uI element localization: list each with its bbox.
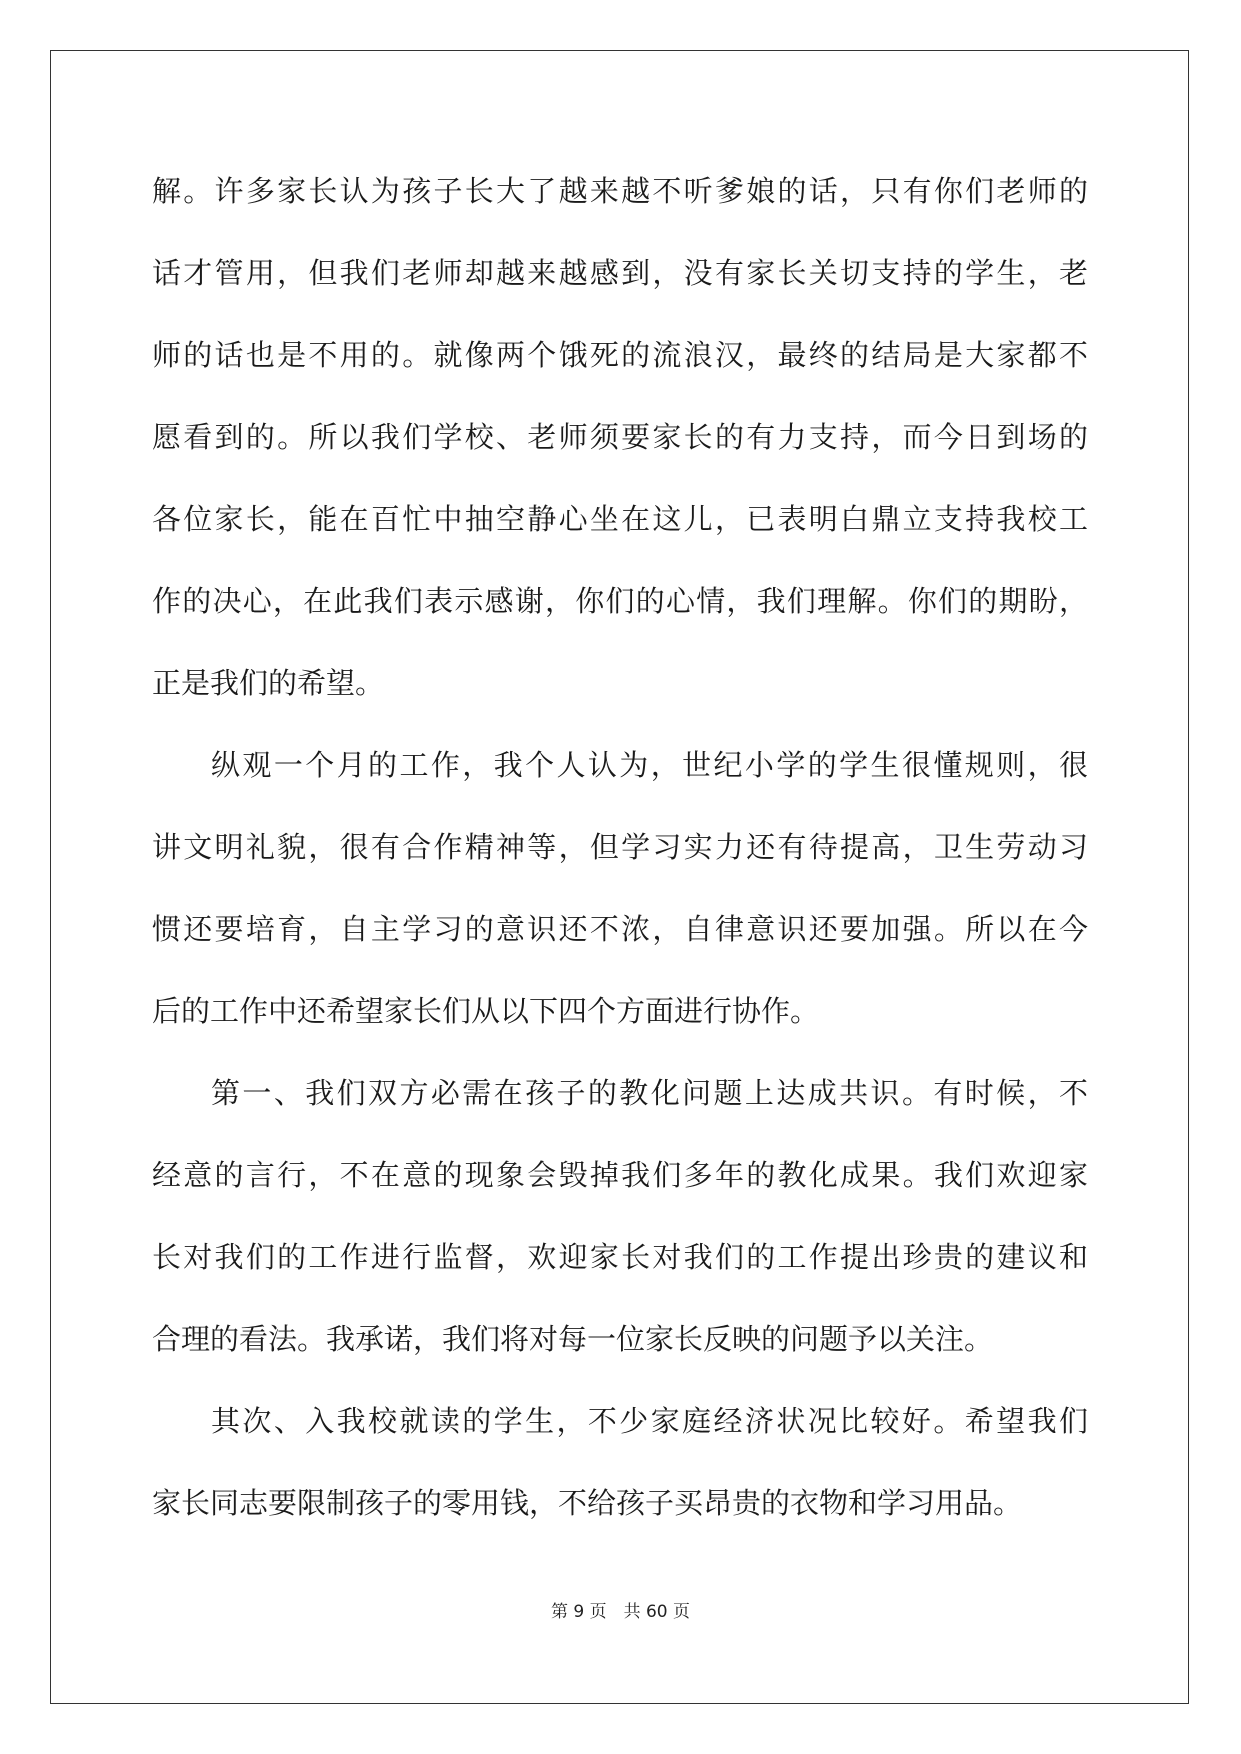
text-line-12: 第一、我们双方必需在孩子的教化问题上达成共识。有时候，不 [211, 1076, 1088, 1110]
text-line-16: 其次、入我校就读的学生，不少家庭经济状况比较好。希望我们 [211, 1404, 1088, 1438]
text-line-17: 家长同志要限制孩子的零用钱，不给孩子买昂贵的衣物和学习用品。 [152, 1486, 1023, 1520]
text-line-6: 作的决心，在此我们表示感谢，你们的心情，我们理解。你们的期盼， [152, 584, 1088, 618]
text-line-7: 正是我们的希望。 [152, 666, 385, 700]
text-line-9: 讲文明礼貌，很有合作精神等，但学习实力还有待提高，卫生劳动习 [152, 830, 1088, 864]
text-line-15: 合理的看法。我承诺，我们将对每一位家长反映的问题予以关注。 [152, 1322, 994, 1356]
text-line-4: 愿看到的。所以我们学校、老师须要家长的有力支持，而今日到场的 [152, 420, 1088, 454]
text-line-5: 各位家长，能在百忙中抽空静心坐在这儿，已表明白鼎立支持我校工 [152, 502, 1088, 536]
text-line-10: 惯还要培育，自主学习的意识还不浓，自律意识还要加强。所以在今 [152, 912, 1088, 946]
text-line-2: 话才管用，但我们老师却越来越感到，没有家长关切支持的学生，老 [152, 256, 1088, 290]
text-line-3: 师的话也是不用的。就像两个饿死的流浪汉，最终的结局是大家都不 [152, 338, 1088, 372]
page-number-footer: 第 9 页 共 60 页 [550, 1602, 691, 1622]
text-line-1: 解。许多家长认为孩子长大了越来越不听爹娘的话，只有你们老师的 [152, 174, 1088, 208]
document-body [152, 160, 1088, 1554]
text-line-11: 后的工作中还希望家长们从以下四个方面进行协作。 [152, 994, 820, 1028]
text-line-14: 长对我们的工作进行监督，欢迎家长对我们的工作提出珍贵的建议和 [152, 1240, 1088, 1274]
text-line-8: 纵观一个月的工作，我个人认为，世纪小学的学生很懂规则，很 [211, 748, 1088, 782]
text-line-13: 经意的言行，不在意的现象会毁掉我们多年的教化成果。我们欢迎家 [152, 1158, 1088, 1192]
